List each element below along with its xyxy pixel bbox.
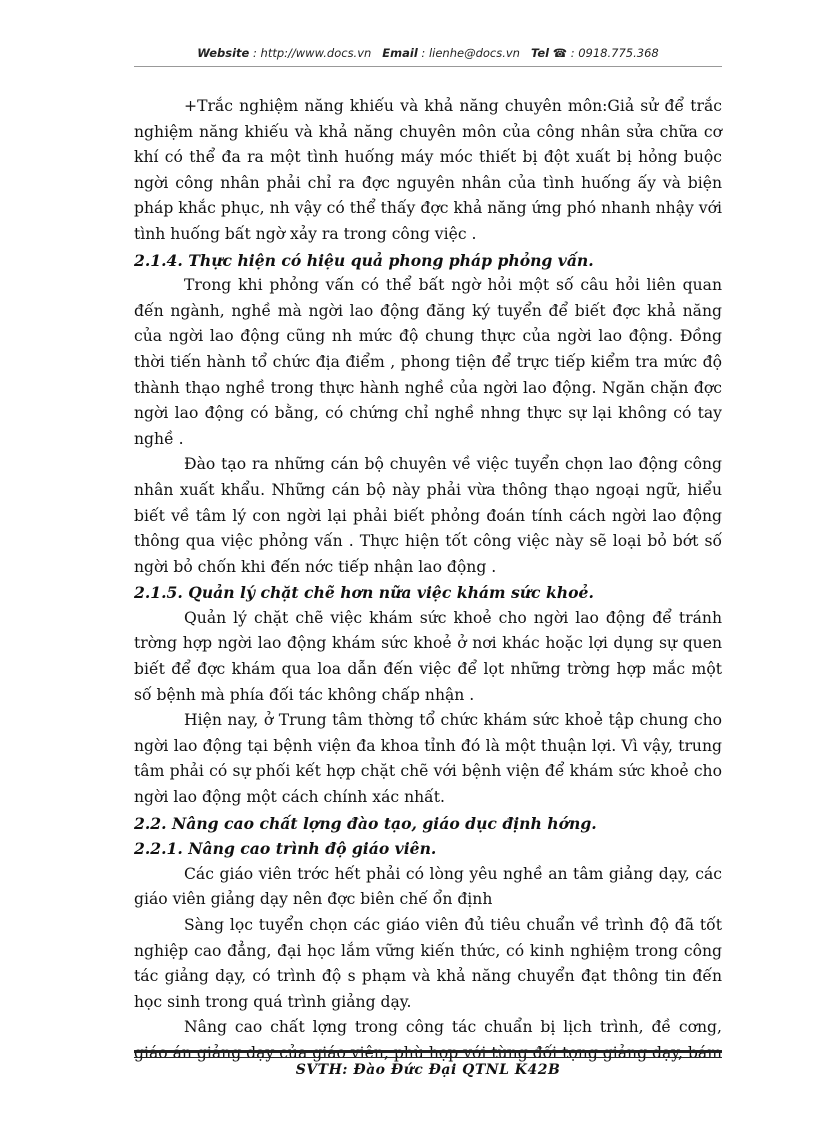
heading-2-2-1: 2.2.1. Nâng cao trình độ giáo viên.: [134, 839, 437, 859]
website-label: Website: [197, 46, 250, 60]
phone-icon: ☎: [552, 46, 568, 60]
footer-divider: [134, 1050, 722, 1058]
heading-2-2: 2.2. Nâng cao chất lợng đào tạo, giáo dục định hớng.: [134, 813, 597, 833]
paragraph-teachers: Các giáo viên trớc hết phải có lòng yêu nghề an tâm giảng dạy, các giáo viên giảng dạy nên đợc biên chế ổn định: [134, 864, 722, 909]
email-value: : lienhe@docs.vn: [421, 46, 520, 60]
page-header: [134, 46, 722, 60]
paragraph-teacher-selection: Sàng lọc tuyển chọn các giáo viên đủ tiêu chuẩn về trình độ đã tốt nghiệp cao đẳng, đại học lắm vững kiến thức, có kinh nghiệm trong công tác giảng dạy, có trình độ s phạm và khả năng chuyển đạt thông tin đến học sinh trong quá trình giảng dạy.: [134, 916, 722, 1011]
paragraph-interview: Trong khi phỏng vấn có thể bất ngờ hỏi một số câu hỏi liên quan đến ngành, nghề mà ngời lao động đăng ký tuyển để biết đợc khả năng của ngời lao động cũng nh mức độ chung thực của ngời lao động. Đồng thời tiến hành tổ chức địa điểm , phong tiện để trực tiếp kiểm tra mức độ thành thạo nghề trong thực hành nghề của ngời lao động. Ngăn chặn đợc ngời lao động có bằng, có chứng chỉ nghề nhng thực sự lại không có tay nghề .: [134, 276, 722, 448]
heading-2-1-5: 2.1.5. Quản lý chặt chẽ hơn nữa việc khám sức khoẻ.: [134, 583, 594, 603]
paragraph-health-check: Quản lý chặt chẽ việc khám sức khoẻ cho ngời lao động để tránh trờng hợp ngời lao động khám sức khoẻ ở nơi khác hoặc lợi dụng sự quen biết để đợc khám qua loa dẫn đến việc để lọt những trờng hợp mắc một số bệnh mà phía đối tác không chấp nhận .: [134, 608, 722, 704]
email-label: Email: [382, 46, 418, 60]
paragraph-quality: Nâng cao chất lợng trong công tác chuẩn bị lịch trình, đề cơng, giáo án giảng dạy của giáo viên, phù hợp với từng đối tợng giảng dạy, bám: [134, 1018, 723, 1062]
page-footer: SVTH: Đào Đức Đại QTNL K42B: [295, 1062, 561, 1078]
document-body: [134, 94, 722, 1067]
tel-label: Tel: [530, 46, 550, 60]
tel-value: : 0918.775.368: [570, 46, 659, 60]
heading-2-1-4: 2.1.4. Thực hiện có hiệu quả phong pháp phỏng vấn.: [134, 250, 594, 270]
paragraph-aptitude-test: +Trắc nghiệm năng khiếu và khả năng chuyên môn:Giả sử để trắc nghiệm năng khiếu và khả năng chuyên môn của công nhân sửa chữa cơ khí có thể đa ra một tình huống máy móc thiết bị đột xuất bị hỏng buộc ngời công nhân phải chỉ ra đợc nguyên nhân của tình huống ấy và biện pháp khắc phục, nh vậy có thể thấy đợc khả năng ứng phó nhanh nhậy với tình huống bất ngờ xảy ra trong công việc .: [134, 97, 722, 243]
paragraph-hospital: Hiện nay, ở Trung tâm thờng tổ chức khám sức khoẻ tập chung cho ngời lao động tại bệnh viện đa khoa tỉnh đó là một thuận lợi. Vì vậy, trung tâm phải có sự phối kết hợp chặt chẽ với bệnh viện để khám sức khoẻ cho ngời lao động một cách chính xác nhất.: [134, 711, 722, 807]
paragraph-recruiter-training: Đào tạo ra những cán bộ chuyên về việc tuyển chọn lao động công nhân xuất khẩu. Những cán bộ này phải vừa thông thạo ngoại ngữ, hiểu biết về tâm lý con ngời lại phải biết phỏng đoán tính cách ngời lao động thông qua việc phỏng vấn . Thực hiện tốt công việc này sẽ loại bỏ bớt số ngời bỏ chốn khi đến nớc tiếp nhận lao động .: [134, 455, 722, 576]
website-value: : http://www.docs.vn: [253, 46, 372, 60]
header-divider: [134, 66, 722, 67]
